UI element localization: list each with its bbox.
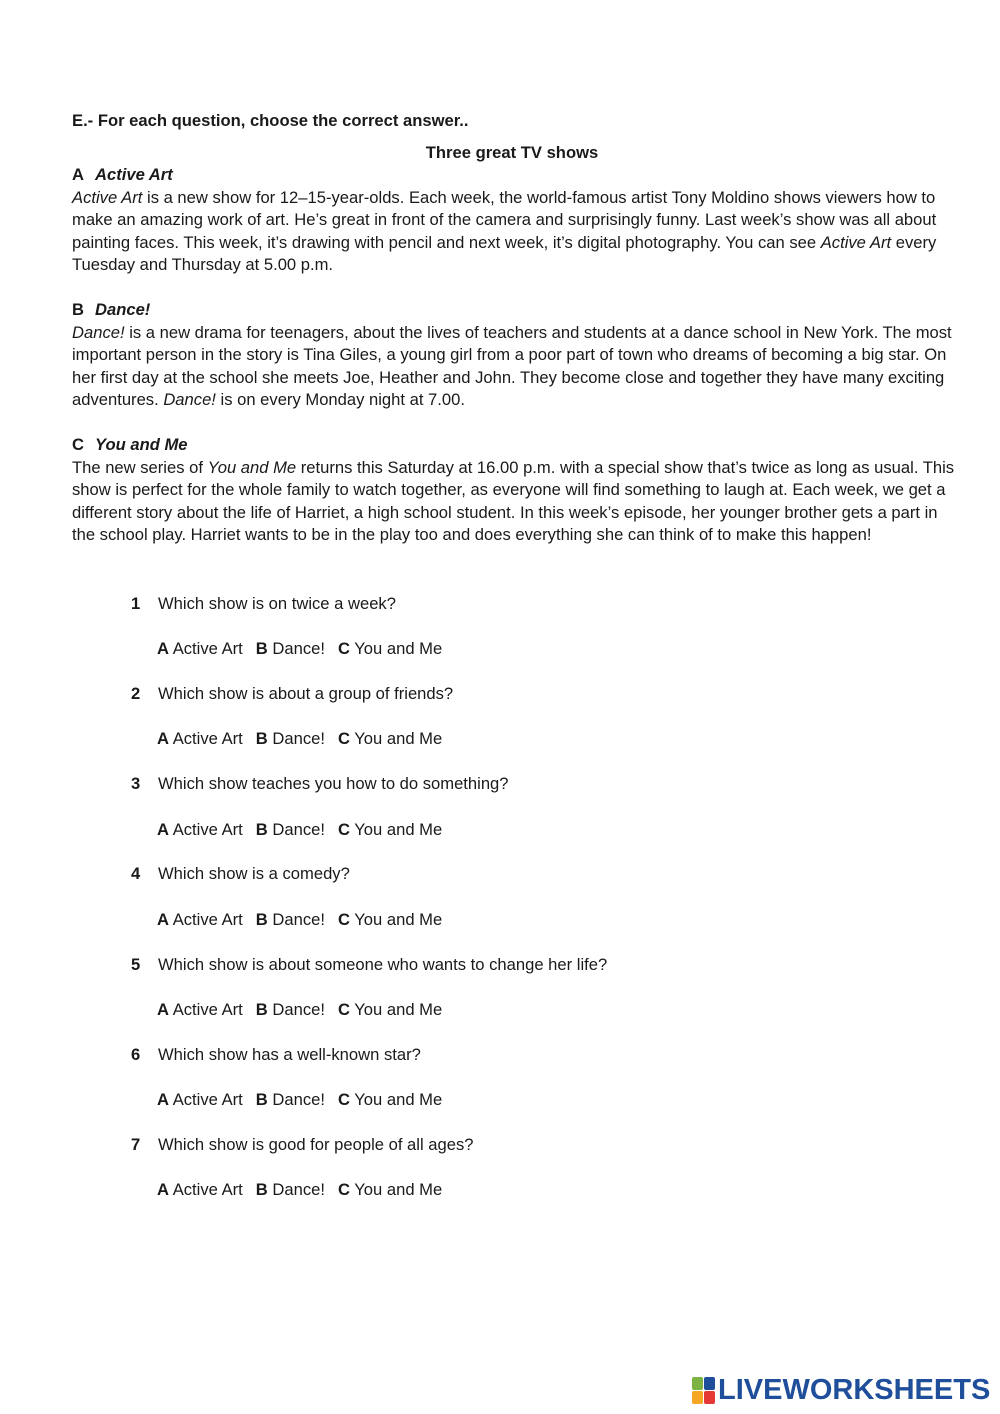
option-c[interactable]: C You and Me xyxy=(337,1090,443,1109)
logo-badge-icon xyxy=(692,1377,716,1405)
section-heading xyxy=(72,299,957,322)
question-text: Which show is about a group of friends? xyxy=(158,684,454,703)
section-name: Active Art xyxy=(95,165,173,184)
body-text: is on every Monday night at 7.00. xyxy=(215,390,465,409)
question-6 xyxy=(131,1045,421,1065)
question-number: 4 xyxy=(131,864,141,883)
option-a[interactable]: A Active Art xyxy=(157,1090,243,1109)
answer-options-5[interactable] xyxy=(157,1000,455,1020)
option-c[interactable]: C You and Me xyxy=(337,1000,443,1019)
section-body xyxy=(72,187,957,277)
option-a[interactable]: A Active Art xyxy=(157,639,243,658)
question-text: Which show has a well-known star? xyxy=(158,1045,421,1064)
logo-text: LIVEWORKSHEETS xyxy=(718,1374,991,1406)
italic-title: You and Me xyxy=(207,457,297,477)
question-number: 6 xyxy=(131,1045,141,1064)
option-c[interactable]: C You and Me xyxy=(337,729,443,748)
answer-options-4[interactable] xyxy=(157,910,455,930)
question-5 xyxy=(131,955,607,975)
liveworksheets-logo xyxy=(692,1374,990,1407)
option-b[interactable]: B Dance! xyxy=(255,729,325,748)
italic-title: Active Art xyxy=(820,232,892,252)
option-a[interactable]: A Active Art xyxy=(157,820,243,839)
body-text: is a new drama for teenagers, about the lives of teachers and students at a dance school in New York. The most important person in the story is Tina Giles, a young girl from a poor part of town who dreams of becoming a big star. On her first day at the school she meets Joe, Heather and John. They become close and together they have many exciting adventures. xyxy=(72,322,952,409)
question-number: 5 xyxy=(131,955,141,974)
option-a[interactable]: A Active Art xyxy=(157,1180,243,1199)
option-c[interactable]: C You and Me xyxy=(337,639,443,658)
option-b[interactable]: B Dance! xyxy=(255,910,325,929)
answer-options-1[interactable] xyxy=(157,639,455,659)
question-text: Which show teaches you how to do something? xyxy=(158,774,509,793)
question-4 xyxy=(131,864,350,884)
option-a[interactable]: A Active Art xyxy=(157,910,243,929)
body-text: returns this Saturday at 16.00 p.m. with a special show that’s twice as long as usual. This show is perfect for the whole family to watch together, as everyone will find something to laugh at. Each week, we get a different story about the life of Harriet, a high school student. In this week’s episode, her younger brother gets a part in the school play. Harriet wants to be in the play too and does everything she can think of to make this happen! xyxy=(72,457,955,544)
option-c[interactable]: C You and Me xyxy=(337,820,443,839)
section-letter: A xyxy=(72,165,84,184)
question-number: 2 xyxy=(131,684,141,703)
answer-options-2[interactable] xyxy=(157,729,455,749)
section-active-art xyxy=(72,164,957,277)
option-b[interactable]: B Dance! xyxy=(255,639,325,658)
question-text: Which show is about someone who wants to change her life? xyxy=(158,955,608,974)
question-1 xyxy=(131,594,396,614)
body-text: The new series of xyxy=(72,457,208,477)
section-dance xyxy=(72,299,957,412)
italic-title: Dance! xyxy=(163,390,216,409)
option-c[interactable]: C You and Me xyxy=(337,910,443,929)
question-number: 3 xyxy=(131,774,141,793)
section-you-and-me xyxy=(72,434,957,547)
page-title: Three great TV shows xyxy=(425,143,599,162)
section-body xyxy=(72,322,957,412)
question-number: 7 xyxy=(131,1135,141,1154)
question-text: Which show is good for people of all ages? xyxy=(158,1135,474,1154)
question-7 xyxy=(131,1135,473,1155)
option-b[interactable]: B Dance! xyxy=(255,1090,325,1109)
option-b[interactable]: B Dance! xyxy=(255,820,325,839)
section-letter: C xyxy=(72,435,84,454)
section-heading xyxy=(72,434,957,457)
answer-options-6[interactable] xyxy=(157,1090,455,1110)
italic-title: Active Art xyxy=(72,187,143,207)
option-a[interactable]: A Active Art xyxy=(157,1000,243,1019)
instruction: E.- For each question, choose the correct answer.. xyxy=(72,111,469,130)
section-heading xyxy=(72,164,957,187)
italic-title: Dance! xyxy=(72,322,125,342)
question-number: 1 xyxy=(131,594,141,613)
option-b[interactable]: B Dance! xyxy=(255,1180,325,1199)
question-text: Which show is a comedy? xyxy=(158,864,350,883)
option-b[interactable]: B Dance! xyxy=(255,1000,325,1019)
question-3 xyxy=(131,774,509,794)
question-2 xyxy=(131,684,453,704)
body-text: is a new show for 12–15-year-olds. Each week, the world-famous artist Tony Moldino shows viewers how to make an amazing work of art. He’s great in front of the camera and surprisingly funny. Last week’s show was all about painting faces. This week, it’s drawing with pencil and next week, it’s digital photography. You can see xyxy=(72,187,937,252)
option-a[interactable]: A Active Art xyxy=(157,729,243,748)
question-text: Which show is on twice a week? xyxy=(158,594,396,613)
section-body xyxy=(72,457,957,547)
section-name: You and Me xyxy=(95,435,188,454)
answer-options-3[interactable] xyxy=(157,820,455,840)
answer-options-7[interactable] xyxy=(157,1180,455,1200)
body-text: every Tuesday and Thursday at 5.00 p.m. xyxy=(72,232,937,274)
option-c[interactable]: C You and Me xyxy=(337,1180,443,1199)
section-name: Dance! xyxy=(95,300,151,319)
section-letter: B xyxy=(72,300,84,319)
